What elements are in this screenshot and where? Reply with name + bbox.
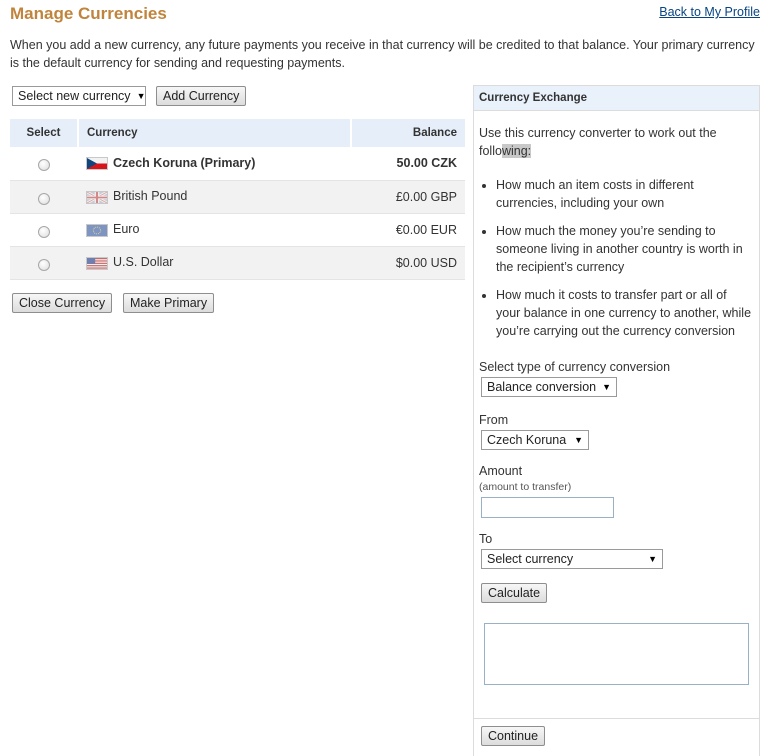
table-row <box>10 213 465 246</box>
back-to-profile-link[interactable]: Back to My Profile <box>659 5 760 19</box>
select-radio-eur[interactable] <box>38 226 50 238</box>
list-item: • How much the money you’re sending to someone living in another country is worth in the recipient’s currency <box>496 222 754 276</box>
currency-balance: 50.00 CZK <box>351 147 465 180</box>
header-balance: Balance <box>351 119 465 147</box>
currency-balance: $0.00 USD <box>351 246 465 279</box>
conversion-type-label: Select type of currency conversion <box>479 360 671 374</box>
conversion-type-value: Balance conversion <box>487 380 597 394</box>
to-field <box>479 532 754 569</box>
from-field <box>479 413 754 450</box>
amount-field <box>479 464 754 518</box>
chevron-down-icon: ▼ <box>136 91 146 101</box>
amount-input[interactable] <box>481 497 614 518</box>
select-new-currency-value: Select new currency <box>18 89 131 103</box>
currency-balance: €0.00 EUR <box>351 213 465 246</box>
header-currency: Currency <box>78 119 351 147</box>
from-currency-value: Czech Koruna <box>487 433 567 447</box>
panel-heading: Currency Exchange <box>474 86 759 111</box>
close-currency-button[interactable]: Close Currency <box>12 293 112 313</box>
header-select: Select <box>10 119 78 147</box>
uk-flag-icon <box>86 191 108 204</box>
currency-name: Czech Koruna (Primary) <box>113 156 256 171</box>
exchange-intro-highlight: wing: <box>501 144 532 158</box>
page-title: Manage Currencies <box>10 4 167 23</box>
add-currency-button[interactable]: Add Currency <box>156 86 246 106</box>
select-radio-usd[interactable] <box>38 259 50 271</box>
make-primary-button[interactable]: Make Primary <box>123 293 214 313</box>
chevron-down-icon: ▼ <box>574 435 583 445</box>
currency-table <box>10 119 465 280</box>
chevron-down-icon: ▼ <box>602 382 612 392</box>
amount-hint: (amount to transfer) <box>479 481 572 493</box>
from-label: From <box>479 413 509 427</box>
select-new-currency-dropdown[interactable] <box>12 86 146 106</box>
exchange-intro-text: Use this currency converter to work out the follo <box>479 126 717 158</box>
currency-actions <box>12 293 208 313</box>
conversion-type-dropdown[interactable] <box>481 377 617 397</box>
intro-text: When you add a new currency, any future payments you receive in that currency will be credited to that balance. Your primary currency is the default currency for sending and requesting payments. <box>10 38 755 70</box>
continue-button[interactable]: Continue <box>481 726 545 746</box>
exchange-intro <box>479 124 754 160</box>
select-radio-gbp[interactable] <box>38 193 50 205</box>
us-flag-icon <box>86 257 108 270</box>
to-currency-dropdown[interactable] <box>481 549 663 569</box>
chevron-down-icon: ▼ <box>648 554 657 564</box>
currency-name: Euro <box>113 222 140 237</box>
calculate-button[interactable]: Calculate <box>481 583 547 603</box>
exchange-bullets <box>479 176 754 340</box>
list-item: • How much an item costs in different currencies, including your own <box>496 176 754 212</box>
to-currency-value: Select currency <box>487 552 574 566</box>
select-radio-czk[interactable] <box>38 159 50 171</box>
list-item: • How much it costs to transfer part or all of your balance in one currency to another, while you’re carrying out the currency conversion <box>496 286 754 340</box>
table-row <box>10 246 465 279</box>
add-currency-controls <box>12 86 240 106</box>
currency-name: British Pound <box>113 189 188 204</box>
currency-name: U.S. Dollar <box>113 255 174 270</box>
czech-flag-icon <box>86 157 108 170</box>
from-currency-dropdown[interactable] <box>481 430 589 450</box>
amount-label: Amount <box>479 464 523 478</box>
conversion-type-field <box>479 360 754 397</box>
currency-balance: £0.00 GBP <box>351 180 465 213</box>
eu-flag-icon <box>86 224 108 237</box>
to-label: To <box>479 532 493 546</box>
table-row <box>10 147 465 180</box>
divider <box>474 718 759 719</box>
conversion-result-box <box>484 623 749 685</box>
currency-exchange-panel <box>473 85 760 756</box>
table-row <box>10 180 465 213</box>
